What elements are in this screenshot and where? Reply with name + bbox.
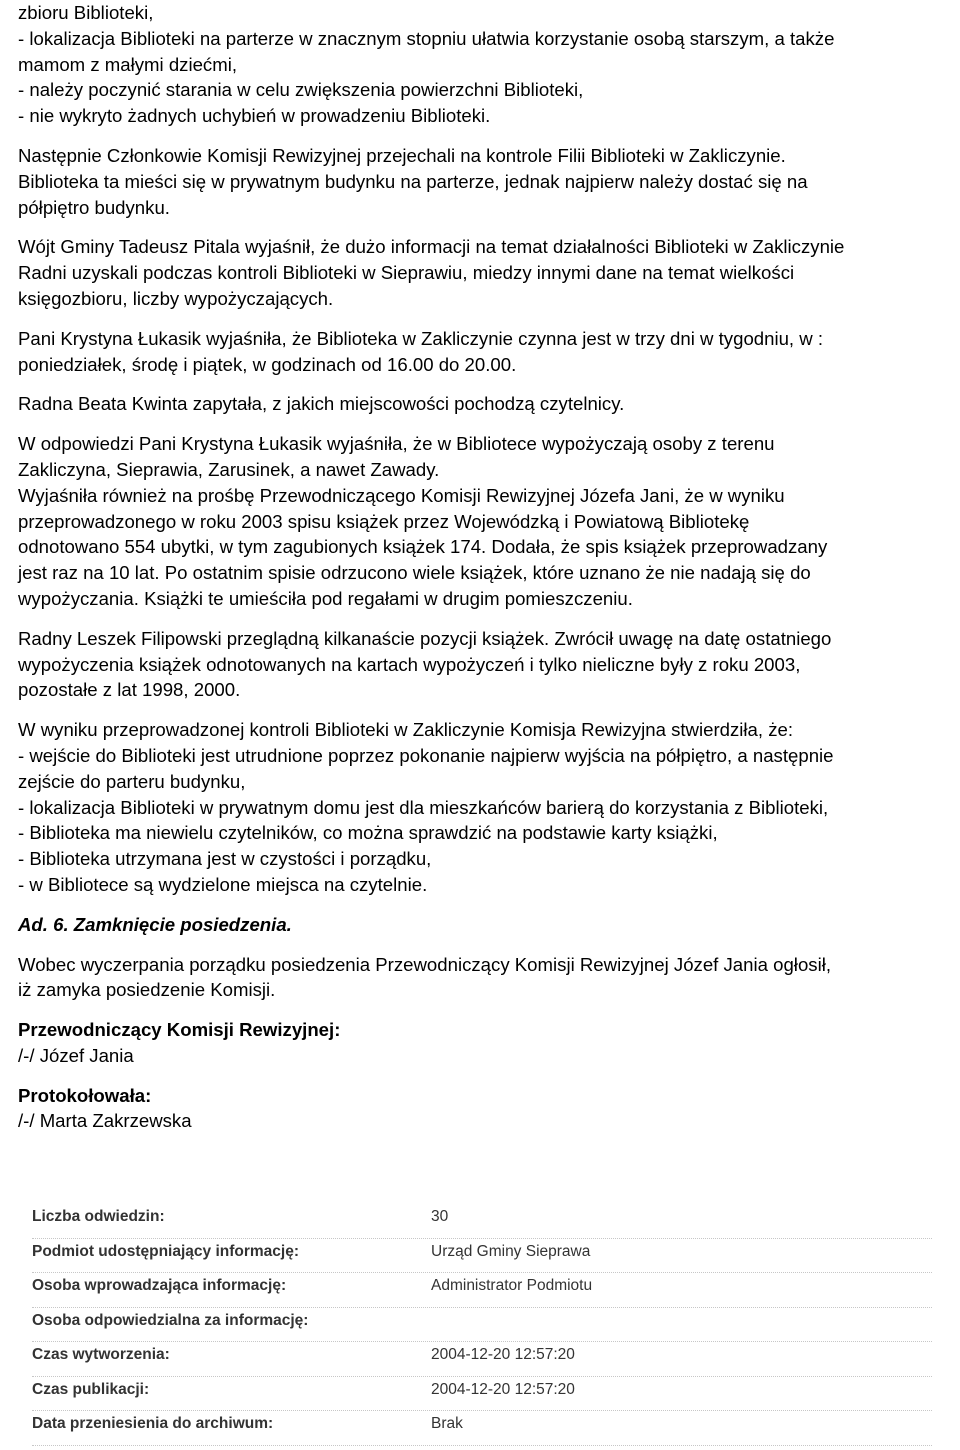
paragraph-8 bbox=[18, 717, 958, 898]
meta-value: 30 bbox=[431, 1208, 449, 1225]
text-line: pozostałe z lat 1998, 2000. bbox=[18, 679, 241, 701]
meta-label: Czas publikacji: bbox=[32, 1380, 150, 1398]
metadata-table bbox=[32, 1208, 932, 1450]
section-heading: Ad. 6. Zamknięcie posiedzenia. bbox=[18, 913, 292, 935]
text-line: Biblioteka ta mieści się w prywatnym budynku na parterze, jednak najpierw należy dostać się na bbox=[18, 170, 808, 192]
text-line: Wyjaśniła również na prośbę Przewodniczącego Komisji Rewizyjnej Józefa Jani, że w wyniku bbox=[18, 484, 785, 506]
signature-title: Protokołowała: bbox=[18, 1084, 152, 1106]
text-line: - w Bibliotece są wydzielone miejsca na czytelnie. bbox=[18, 873, 428, 895]
text-line: mamom z małymi dziećmi, bbox=[18, 53, 238, 75]
meta-row-visits bbox=[32, 1208, 932, 1243]
text-line: Pani Krystyna Łukasik wyjaśniła, że Biblioteka w Zakliczynie czynna jest w trzy dni w tygodniu, w : bbox=[18, 327, 824, 349]
meta-value: 2004-12-20 12:57:20 bbox=[431, 1380, 575, 1398]
paragraph-4 bbox=[18, 326, 958, 378]
meta-label: Liczba odwiedzin: bbox=[32, 1208, 165, 1225]
text-line: przeprowadzonego w roku 2003 spisu książek przez Wojewódzką i Powiatową Bibliotekę bbox=[18, 510, 750, 532]
meta-value: 2004-12-20 12:57:20 bbox=[431, 1346, 575, 1363]
signature-recorder bbox=[18, 1083, 958, 1135]
text-line: jest raz na 10 lat. Po ostatnim spisie odrzucono wiele książek, które uznano że nie nadają się do bbox=[18, 562, 811, 584]
text-line: Zakliczyna, Sieprawia, Zarusinek, a nawet Zawady. bbox=[18, 458, 440, 480]
paragraph-6 bbox=[18, 431, 958, 612]
text-line: W wyniku przeprowadzonej kontroli Biblioteki w Zakliczynie Komisja Rewizyjna stwierdziła, że: bbox=[18, 719, 794, 741]
text-line: Radny Leszek Filipowski przeglądną kilkanaście pozycji książek. Zwrócił uwagę na datę ostatniego bbox=[18, 627, 832, 649]
text-line: iż zamyka posiedzenie Komisji. bbox=[18, 979, 276, 1001]
signature-name: /-/ Marta Zakrzewska bbox=[18, 1110, 192, 1132]
text-line: - należy poczynić starania w celu zwiększenia powierzchni Biblioteki, bbox=[18, 79, 584, 101]
meta-row-responsible bbox=[32, 1312, 932, 1347]
meta-value: Urząd Gminy Sieprawa bbox=[431, 1242, 591, 1260]
meta-label: Osoba wprowadzająca informację: bbox=[32, 1277, 287, 1294]
meta-value: Brak bbox=[431, 1415, 463, 1432]
signature-chairman bbox=[18, 1017, 958, 1069]
text-line: W odpowiedzi Pani Krystyna Łukasik wyjaśniła, że w Bibliotece wypożyczają osoby z terenu bbox=[18, 433, 775, 455]
text-line: Wobec wyczerpania porządku posiedzenia Przewodniczący Komisji Rewizyjnej Józef Jania ogłosił, bbox=[18, 953, 832, 975]
text-line: odnotowano 554 ubytki, w tym zagubionych książek 174. Dodała, że spis książek przeprowadzany bbox=[18, 536, 828, 558]
text-line: - wejście do Biblioteki jest utrudnione poprzez pokonanie najpierw wyjścia na półpiętro, a następnie bbox=[18, 744, 834, 766]
meta-label: Data przeniesienia do archiwum: bbox=[32, 1415, 274, 1432]
meta-row-created bbox=[32, 1346, 932, 1381]
text-line: poniedziałek, środę i piątek, w godzinach od 16.00 do 20.00. bbox=[18, 353, 517, 375]
text-line: księgozbioru, liczby wypożyczających. bbox=[18, 287, 334, 309]
meta-row-provider bbox=[32, 1243, 932, 1278]
text-line: wypożyczania. Książki te umieściła pod regałami w drugim pomieszczeniu. bbox=[18, 587, 633, 609]
text-line: Radni uzyskali podczas kontroli Biblioteki w Sieprawiu, miedzy innymi dane na temat wielkości bbox=[18, 262, 795, 284]
paragraph-9 bbox=[18, 952, 958, 1004]
paragraph-7 bbox=[18, 626, 958, 703]
text-line: półpiętro budynku. bbox=[18, 196, 170, 218]
meta-label: Podmiot udostępniający informację: bbox=[32, 1242, 299, 1260]
meta-row-published bbox=[32, 1381, 932, 1416]
paragraph-1 bbox=[18, 0, 958, 129]
text-line: - Biblioteka utrzymana jest w czystości i porządku, bbox=[18, 848, 432, 870]
text-line: wypożyczenia książek odnotowanych na kartach wypożyczeń i tylko nieliczne były z roku 2003, bbox=[18, 653, 801, 675]
meta-row-archived bbox=[32, 1415, 932, 1450]
text-line: Następnie Członkowie Komisji Rewizyjnej przejechali na kontrole Filii Biblioteki w Zakliczynie. bbox=[18, 144, 786, 166]
text-line: Wójt Gminy Tadeusz Pitala wyjaśnił, że dużo informacji na temat działalności Biblioteki w Zakliczynie bbox=[18, 236, 845, 258]
text-line: zbioru Biblioteki, bbox=[18, 2, 154, 23]
paragraph-2 bbox=[18, 143, 958, 220]
document-body bbox=[18, 0, 958, 1134]
meta-label: Osoba odpowiedzialna za informację: bbox=[32, 1311, 309, 1329]
meta-label: Czas wytworzenia: bbox=[32, 1346, 170, 1363]
text-line: - lokalizacja Biblioteki w prywatnym domu jest dla mieszkańców barierą do korzystania z Biblioteki, bbox=[18, 796, 829, 818]
text-line: - Biblioteka ma niewielu czytelników, co można sprawdzić na podstawie karty książki, bbox=[18, 822, 718, 844]
meta-row-entered-by bbox=[32, 1277, 932, 1312]
text-line: Radna Beata Kwinta zapytała, z jakich miejscowości pochodzą czytelnicy. bbox=[18, 393, 625, 415]
signature-title: Przewodniczący Komisji Rewizyjnej: bbox=[18, 1019, 341, 1041]
meta-value: Administrator Podmiotu bbox=[431, 1277, 593, 1294]
text-line: - lokalizacja Biblioteki na parterze w znacznym stopniu ułatwia korzystanie osobą starszym, a także bbox=[18, 27, 835, 49]
text-line: zejście do parteru budynku, bbox=[18, 770, 246, 792]
paragraph-3 bbox=[18, 234, 958, 311]
paragraph-5 bbox=[18, 391, 958, 417]
signature-name: /-/ Józef Jania bbox=[18, 1044, 134, 1066]
text-line: - nie wykryto żadnych uchybień w prowadzeniu Biblioteki. bbox=[18, 105, 491, 127]
